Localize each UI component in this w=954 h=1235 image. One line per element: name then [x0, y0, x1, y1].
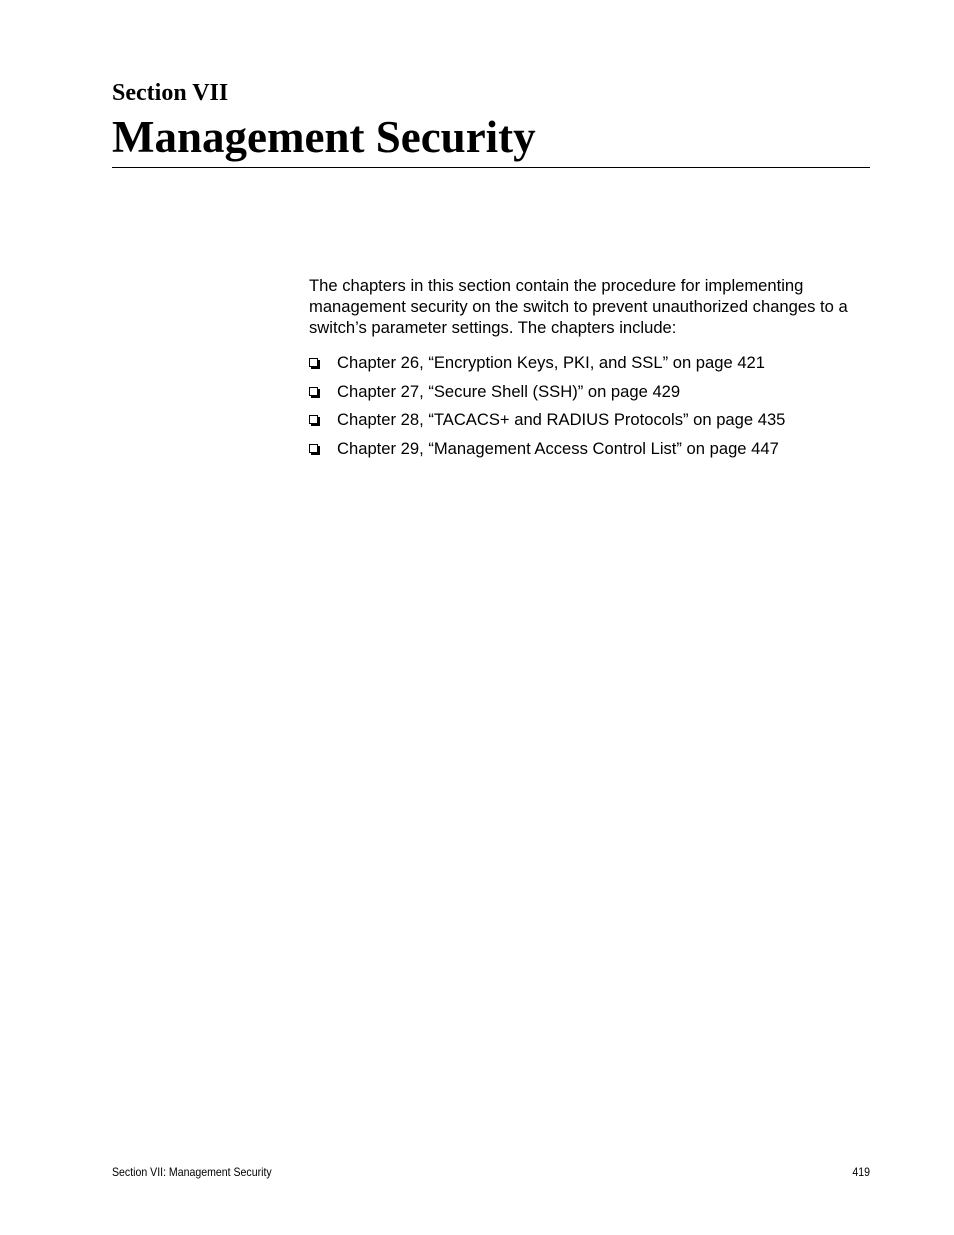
chapter-link[interactable]: Chapter 26, “Encryption Keys, PKI, and SSL” on page 421 [337, 353, 766, 372]
list-item [309, 409, 785, 438]
footer-section-title: Section VII: Management Security [112, 1165, 272, 1179]
footer-page-number: 419 [852, 1165, 870, 1179]
checkbox-square-icon [309, 444, 318, 453]
title-divider [112, 167, 870, 168]
list-item [309, 381, 785, 410]
checkbox-square-icon [309, 358, 318, 367]
checkbox-square-icon [309, 415, 318, 424]
checkbox-square-icon [309, 387, 318, 396]
list-item [309, 352, 785, 381]
chapter-link[interactable]: Chapter 27, “Secure Shell (SSH)” on page 429 [337, 381, 681, 401]
section-label: Section VII [112, 80, 229, 106]
intro-paragraph: The chapters in this section contain the procedure for implementing management security on the switch to prevent unauthorized changes to a switch’s parameter settings. The chapters include: [309, 276, 848, 337]
page-title: Management Security [112, 112, 536, 162]
list-item [309, 438, 785, 467]
chapter-link[interactable]: Chapter 29, “Management Access Control List” on page 447 [337, 438, 779, 458]
chapter-link[interactable]: Chapter 28, “TACACS+ and RADIUS Protocols” on page 435 [337, 410, 786, 429]
chapter-list [309, 352, 785, 466]
